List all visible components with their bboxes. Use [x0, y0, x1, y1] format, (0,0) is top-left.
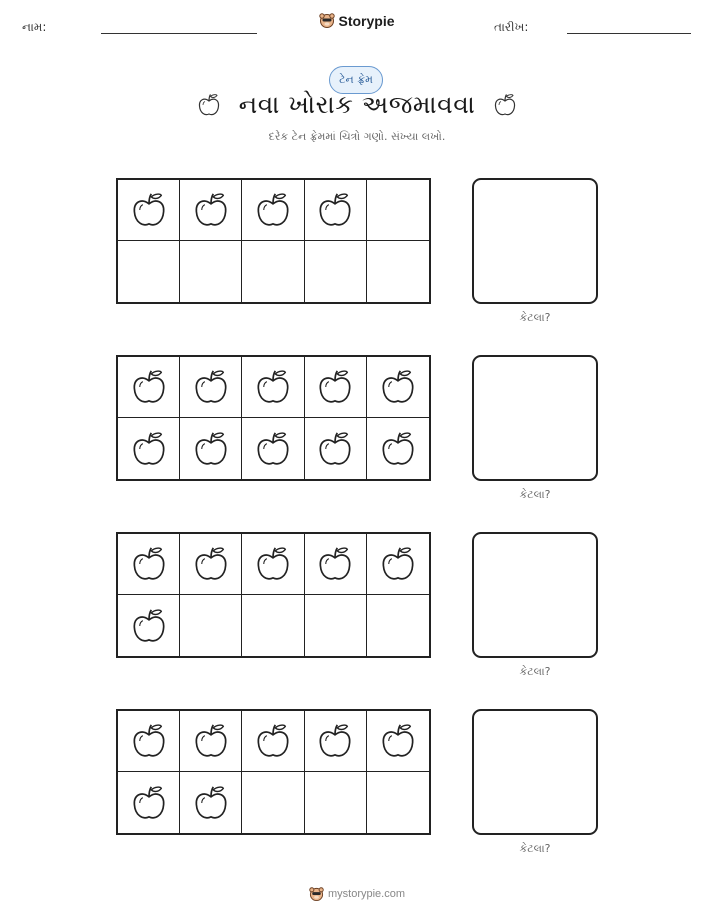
apple-icon: [254, 721, 292, 761]
apple-icon: [379, 367, 417, 407]
apple-icon: [192, 544, 230, 584]
ten-frame-1: [116, 178, 431, 304]
frame-cell: [305, 241, 367, 302]
how-many-label-2: કેટલા?: [519, 488, 551, 501]
apple-icon: [254, 367, 292, 407]
apple-icon: [130, 367, 168, 407]
frame-cell: [118, 180, 180, 241]
instructions: દરેક ટેન ફ્રેમમાં ચિત્રો ગણો. સંખ્યા લખો.: [268, 130, 446, 143]
frame-cell: [242, 357, 304, 418]
frame-cell: [180, 595, 242, 656]
frame-cell: [305, 711, 367, 772]
frame-cell: [367, 241, 429, 302]
answer-box-4[interactable]: [472, 709, 598, 835]
brand-logo: [0, 12, 714, 29]
apple-icon: [192, 783, 230, 823]
frame-cell: [180, 711, 242, 772]
title-row: [0, 90, 714, 120]
topic-badge: ટેન ફ્રેમ: [329, 66, 383, 94]
frame-cell: [242, 711, 304, 772]
how-many-label-1: કેટલા?: [519, 311, 551, 324]
apple-icon: [192, 190, 230, 230]
apple-icon: [130, 544, 168, 584]
date-label: તારીખ:: [494, 20, 529, 34]
frame-cell: [305, 772, 367, 833]
frame-cell: [242, 418, 304, 479]
apple-icon: [493, 92, 517, 118]
apple-icon: [197, 92, 221, 118]
frame-cell: [180, 357, 242, 418]
apple-icon: [316, 544, 354, 584]
name-line[interactable]: [101, 33, 257, 34]
frame-cell: [367, 534, 429, 595]
apple-icon: [192, 367, 230, 407]
frame-cell: [242, 241, 304, 302]
ten-frame-4: [116, 709, 431, 835]
frame-cell: [180, 534, 242, 595]
frame-cell: [367, 357, 429, 418]
apple-icon: [316, 721, 354, 761]
ten-frame-3: [116, 532, 431, 658]
storypie-mascot-icon: [309, 886, 324, 902]
apple-icon: [316, 429, 354, 469]
answer-box-2[interactable]: [472, 355, 598, 481]
apple-icon: [316, 367, 354, 407]
storypie-mascot-icon: [319, 12, 335, 29]
footer: [0, 886, 714, 902]
frame-cell: [118, 711, 180, 772]
frame-cell: [305, 357, 367, 418]
page-title: નવા ખોરાક અજમાવવા: [238, 90, 476, 119]
frame-cell: [305, 534, 367, 595]
frame-cell: [367, 180, 429, 241]
apple-icon: [130, 606, 168, 646]
apple-icon: [130, 429, 168, 469]
frame-cell: [242, 772, 304, 833]
ten-frame-2: [116, 355, 431, 481]
frame-cell: [242, 534, 304, 595]
apple-icon: [379, 544, 417, 584]
frame-cell: [305, 595, 367, 656]
frame-cell: [367, 595, 429, 656]
frame-cell: [367, 711, 429, 772]
apple-icon: [379, 721, 417, 761]
apple-icon: [254, 190, 292, 230]
frame-cell: [118, 772, 180, 833]
apple-icon: [130, 783, 168, 823]
frame-cell: [118, 241, 180, 302]
frame-cell: [367, 418, 429, 479]
footer-url: mystorypie.com: [327, 888, 406, 900]
frame-cell: [242, 595, 304, 656]
frame-cell: [180, 772, 242, 833]
apple-icon: [130, 190, 168, 230]
apple-icon: [192, 721, 230, 761]
frame-cell: [305, 180, 367, 241]
frame-cell: [118, 357, 180, 418]
frame-cell: [180, 418, 242, 479]
apple-icon: [316, 190, 354, 230]
date-line[interactable]: [567, 33, 691, 34]
brand-name: Storypie: [338, 12, 395, 29]
answer-box-1[interactable]: [472, 178, 598, 304]
apple-icon: [130, 721, 168, 761]
frame-cell: [180, 180, 242, 241]
frame-cell: [305, 418, 367, 479]
apple-icon: [254, 429, 292, 469]
frame-cell: [367, 772, 429, 833]
name-label: નામ:: [22, 20, 47, 34]
how-many-label-3: કેટલા?: [519, 665, 551, 678]
how-many-label-4: કેટલા?: [519, 842, 551, 855]
apple-icon: [192, 429, 230, 469]
frame-cell: [118, 534, 180, 595]
apple-icon: [254, 544, 292, 584]
frame-cell: [118, 418, 180, 479]
apple-icon: [379, 429, 417, 469]
frame-cell: [180, 241, 242, 302]
frame-cell: [242, 180, 304, 241]
frame-cell: [118, 595, 180, 656]
answer-box-3[interactable]: [472, 532, 598, 658]
